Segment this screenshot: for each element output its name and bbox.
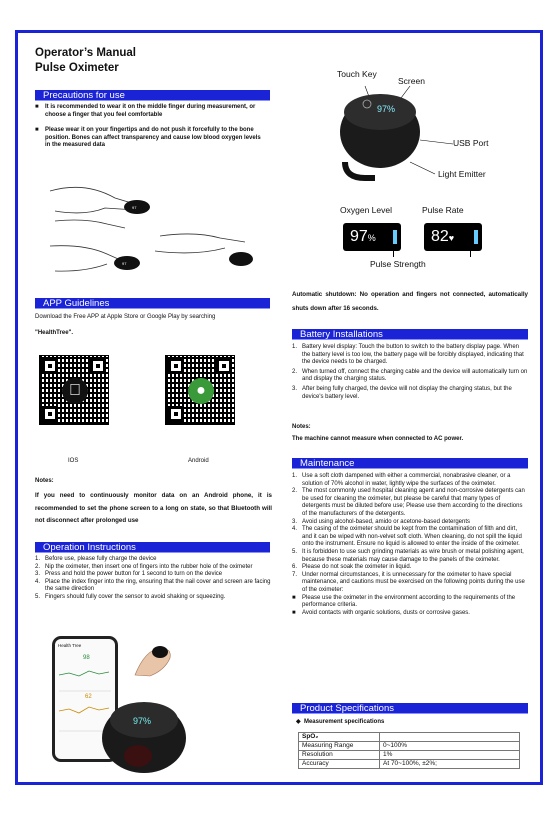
ios-qr-code[interactable] xyxy=(39,355,109,425)
android-icon: ● xyxy=(188,378,214,404)
battery-list xyxy=(292,344,528,401)
title-line-2: Pulse Oximeter xyxy=(35,62,119,74)
maintenance-list xyxy=(292,473,528,617)
battery-notes-label: Notes: xyxy=(292,424,311,430)
phone-spo2: 98 xyxy=(83,655,90,661)
app-notes-text: If you need to continuously monitor data on an Android phone, it is recommended to set the phone screen to a long on state, so that Bluetooth will not disconnect after prolonged use xyxy=(35,492,272,524)
auto-shutdown-text: Automatic shutdown: No operation and fingers not connected, automatically shuts down after 16 seconds. xyxy=(292,291,528,312)
maintenance-item: 1. Use a soft cloth dampened with either a commercial, nonabrasive cleaner, or a solution of 70% alcohol in water, lightly wipe the surfaces of the oximeter. xyxy=(292,473,511,487)
hand-illustrations xyxy=(45,176,270,276)
phone-app-name: Health Tree xyxy=(58,643,82,648)
heart-icon: ♥ xyxy=(448,233,455,243)
precautions-list xyxy=(35,104,267,150)
pulse-rate-display xyxy=(424,223,482,251)
maintenance-header: Maintenance xyxy=(292,458,528,469)
operation-step: 2. Nip the oximeter, then insert one of fingers into the rubber hole of the oximeter xyxy=(35,563,253,570)
table-row: Measuring Range 0~100% xyxy=(299,742,520,751)
precaution-item: ■ Please wear it on your fingertips and do not push it forcefully to the bone position. Bones can affect transparency and cause low blood oxygen levels in the measured data xyxy=(35,127,267,150)
maintenance-item: ■ Avoid contacts with organic solutions, dusts or corrosive gases. xyxy=(292,609,470,616)
operation-step: 1. Before use, please fully charge the device xyxy=(35,556,157,562)
operation-list xyxy=(35,556,272,602)
battery-item: 3. After being fully charged, the device will not display the charging status, but the device's battery level. xyxy=(292,385,512,400)
table-row: Resolution 1% xyxy=(299,751,520,760)
manual-title xyxy=(35,46,136,76)
maintenance-item: 2. The most commonly used hospital cleaning agent and non-corrosive detergents can be used for cleaning the oximeter, but please be careful that many types of detergents must be diluted before use; Please use them according to the directions of the manufacturers of the detergents. xyxy=(292,488,525,517)
pulse-strength-bar-icon xyxy=(474,230,478,244)
battery-header: Battery Installations xyxy=(292,329,528,340)
phone-pr: 62 xyxy=(85,694,92,700)
app-intro: Download the Free APP at Apple Store or Google Play by searching xyxy=(35,314,216,320)
diamond-bullet-icon: ◆ xyxy=(296,719,301,725)
operation-header: Operation Instructions xyxy=(35,542,270,553)
usb-port-label: USB Port xyxy=(453,138,489,148)
android-qr-code[interactable] xyxy=(165,355,235,425)
touch-key-label: Touch Key xyxy=(337,69,377,79)
precaution-item: ■ It is recommended to wear it on the middle finger during measurement, or choose a finger that you feel comfortable xyxy=(35,104,267,119)
specs-header: Product Specifications xyxy=(292,703,528,714)
ios-label: IOS xyxy=(68,458,79,464)
precautions-header: Precautions for use xyxy=(35,90,270,101)
app-notes-label: Notes: xyxy=(35,478,54,484)
spo2-display xyxy=(343,223,401,251)
svg-text:97: 97 xyxy=(132,205,137,210)
ring-device-diagram xyxy=(335,82,535,182)
operation-step: 5. Fingers should fully cover the sensor to avoid shaking or squeezing. xyxy=(35,593,226,600)
operation-step: 3. Press and hold the power button for 1 second to turn on the device xyxy=(35,571,223,578)
svg-text:97%: 97% xyxy=(133,716,152,726)
app-search-term: "HealthTree". xyxy=(35,330,74,336)
battery-notes-text: The machine cannot measure when connected to AC power. xyxy=(292,436,464,442)
pulse-rate-label: Pulse Rate xyxy=(422,205,464,215)
app-guidelines-header: APP Guidelines xyxy=(35,298,270,309)
pulse-strength-bar-icon xyxy=(393,230,397,244)
specs-table xyxy=(298,732,520,769)
maintenance-item: 7. Under normal circumstances, it is unnecessary for the oximeter to have special maintenance, and cautions must be exercised on the following points during the use of the oximeter: xyxy=(292,571,525,593)
spo2-unit: % xyxy=(367,233,376,243)
maintenance-item: ■ Please use the oximeter in the environment according to the requirements of the performance criteria. xyxy=(292,594,516,609)
android-label: Android xyxy=(188,458,209,464)
light-emitter-label: Light Emitter xyxy=(438,169,486,179)
battery-item: 2. When turned off, connect the charging cable and the device will automatically turn on and display the charging status. xyxy=(292,368,528,383)
maintenance-item: 3. Avoid using alcohol-based, amido or acetone-based detergents xyxy=(292,518,470,525)
maintenance-item: 4. The casing of the oximeter should be kept from the contamination of filth and dirt, and it can be wiped with non-velvet soft cloth. When cleaning, do not spill the liquid onto the instrument. Ensure no liquid is allowed to enter the inside of the oximeter. xyxy=(292,526,522,548)
operation-step: 4. Place the index finger into the ring, ensuring that the nail cover and screen are facing the same direction xyxy=(35,578,271,593)
screen-label: Screen xyxy=(398,76,425,86)
hand-with-ring-icon xyxy=(130,640,175,680)
maintenance-item: 6. Please do not soak the oximeter in liquid. xyxy=(292,564,412,571)
ring-oximeter-illustration xyxy=(98,690,193,775)
battery-item: 1. Battery level display: Touch the button to switch to the battery display page. When the battery level is too low, the battery page will be forcibly displayed, indicating that the device needs to be charged. xyxy=(292,344,524,366)
specs-subheader: ◆ Measurement specifications xyxy=(296,719,385,725)
svg-text:97%: 97% xyxy=(377,104,396,114)
title-line-1: Operator’s Manual xyxy=(35,47,136,59)
apple-icon xyxy=(62,378,88,404)
table-row: SpO₂ xyxy=(299,733,520,742)
oxygen-level-label: Oxygen Level xyxy=(340,205,392,215)
maintenance-item: 5. It is forbidden to use such grinding materials as wire brush or metal polishing agent, because these materials may cause damage to the panels of the oximeter. xyxy=(292,548,524,563)
svg-text:97: 97 xyxy=(122,261,127,266)
pr-value: 82 xyxy=(431,228,449,245)
pulse-strength-label: Pulse Strength xyxy=(370,259,426,269)
table-row: Accuracy At 70~100%, ±2%; xyxy=(299,760,520,769)
spo2-value: 97 xyxy=(350,228,368,245)
